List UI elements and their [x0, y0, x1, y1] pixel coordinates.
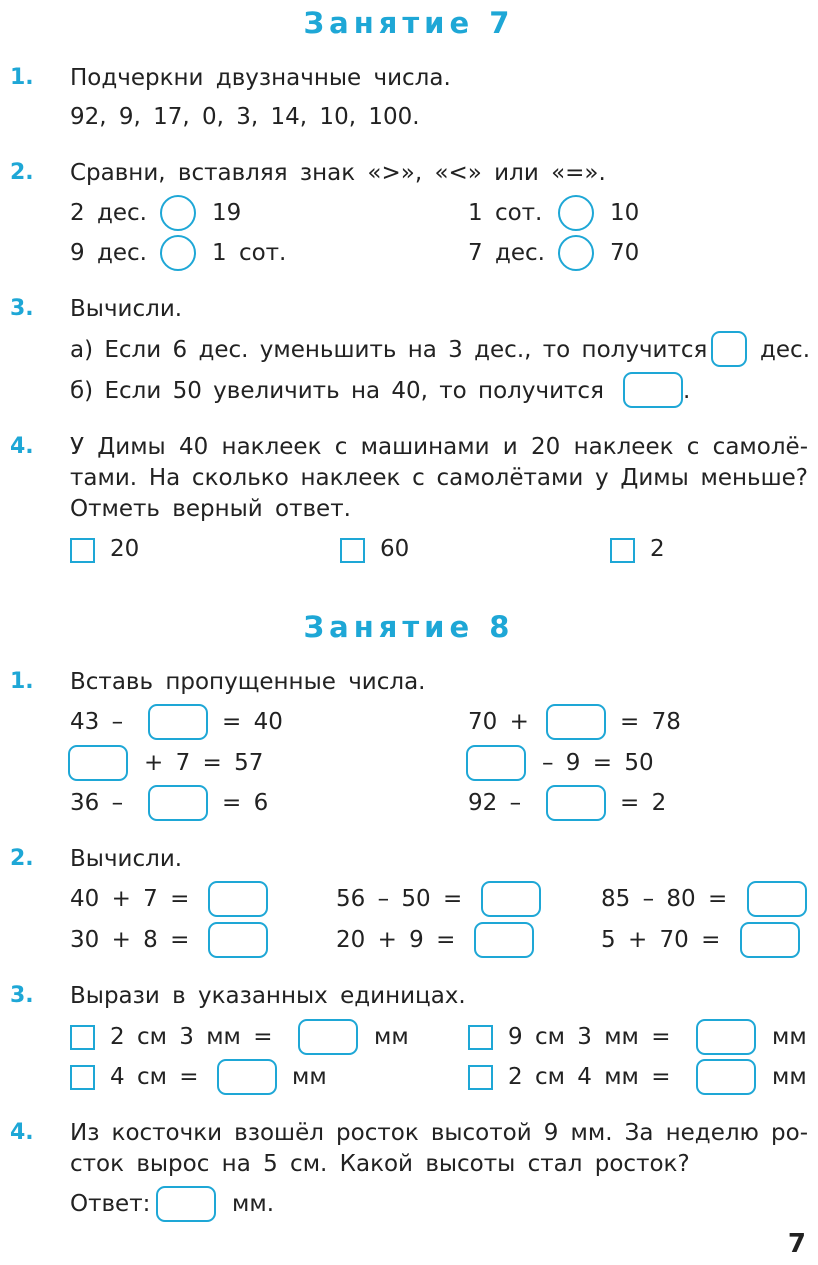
unit-label: дес. — [760, 337, 811, 363]
unit-expression: 4 см = — [110, 1064, 199, 1090]
answer-box[interactable] — [696, 1059, 756, 1095]
calc-expression: 20 + 9 = — [336, 927, 456, 953]
compare-circle[interactable] — [558, 235, 594, 271]
compare-left: 9 дес. — [70, 240, 147, 266]
calc-expression: 85 – 80 = — [601, 886, 728, 912]
answer-box[interactable] — [474, 922, 534, 958]
checkbox[interactable] — [70, 538, 95, 563]
equation-part: + 7 = 57 — [144, 750, 264, 776]
unit-label: мм. — [232, 1191, 275, 1217]
equation-part: 43 – — [70, 709, 124, 735]
period: . — [683, 378, 691, 404]
task-number: 3. — [10, 296, 34, 321]
equation-part: = 2 — [620, 790, 667, 816]
task-text: Вставь пропущенные числа. — [70, 669, 426, 695]
equation-part: 70 + — [468, 709, 529, 735]
task-text-line: У Димы 40 наклеек с машинами и 20 наклеек с самолё- — [70, 434, 808, 460]
answer-box[interactable] — [623, 372, 683, 408]
compare-left: 1 сот. — [468, 200, 543, 226]
task-text: Сравни, вставляя знак «>», «<» или «=». — [70, 160, 606, 186]
checkbox[interactable] — [468, 1065, 493, 1090]
answer-box[interactable] — [747, 881, 807, 917]
compare-circle[interactable] — [558, 195, 594, 231]
unit-expression: 9 см 3 мм = — [508, 1024, 671, 1050]
unit-label: мм — [292, 1064, 327, 1090]
answer-box[interactable] — [466, 745, 526, 781]
compare-left: 7 дес. — [468, 240, 545, 266]
equation-part: – 9 = 50 — [542, 750, 654, 776]
compare-right: 70 — [610, 240, 640, 266]
checkbox[interactable] — [70, 1025, 95, 1050]
equation-part: = 78 — [620, 709, 681, 735]
option-label: 60 — [380, 536, 410, 562]
answer-box[interactable] — [217, 1059, 277, 1095]
task-number: 1. — [10, 65, 34, 90]
calc-expression: 5 + 70 = — [601, 927, 721, 953]
answer-box[interactable] — [148, 704, 208, 740]
task-number: 1. — [10, 669, 34, 694]
lesson-8-title: Занятие 8 — [303, 610, 515, 644]
calc-expression: 56 – 50 = — [336, 886, 463, 912]
number-list: 92, 9, 17, 0, 3, 14, 10, 100. — [70, 104, 420, 130]
answer-label: Ответ: — [70, 1191, 151, 1217]
answer-box[interactable] — [481, 881, 541, 917]
task-text-line: Из косточки взошёл росток высотой 9 мм. За неделю ро- — [70, 1120, 808, 1146]
compare-right: 19 — [212, 200, 242, 226]
compare-right: 1 сот. — [212, 240, 287, 266]
task-text: Подчеркни двузначные числа. — [70, 65, 451, 91]
answer-box[interactable] — [208, 881, 268, 917]
answer-box[interactable] — [696, 1019, 756, 1055]
equation-part: = 6 — [222, 790, 269, 816]
checkbox[interactable] — [610, 538, 635, 563]
equation-part: 36 – — [70, 790, 124, 816]
answer-box[interactable] — [740, 922, 800, 958]
task-text: Вычисли. — [70, 846, 183, 872]
option-label: 2 — [650, 536, 665, 562]
unit-label: мм — [772, 1024, 807, 1050]
sub-task-a: а) Если 6 дес. уменьшить на 3 дес., то получится — [70, 337, 708, 363]
answer-box[interactable] — [546, 785, 606, 821]
checkbox[interactable] — [340, 538, 365, 563]
calc-expression: 40 + 7 = — [70, 886, 190, 912]
unit-expression: 2 см 3 мм = — [110, 1024, 273, 1050]
sub-task-b: б) Если 50 увеличить на 40, то получится — [70, 378, 604, 404]
answer-box[interactable] — [298, 1019, 358, 1055]
task-number: 3. — [10, 983, 34, 1008]
lesson-7-title: Занятие 7 — [303, 6, 515, 40]
compare-left: 2 дес. — [70, 200, 147, 226]
task-text: Вычисли. — [70, 296, 183, 322]
checkbox[interactable] — [468, 1025, 493, 1050]
unit-expression: 2 см 4 мм = — [508, 1064, 671, 1090]
unit-label: мм — [772, 1064, 807, 1090]
equation-part: 92 – — [468, 790, 522, 816]
task-text-line: тами. На сколько наклеек с самолётами у Димы меньше? — [70, 465, 808, 491]
answer-box[interactable] — [711, 331, 747, 367]
answer-box[interactable] — [68, 745, 128, 781]
equation-part: = 40 — [222, 709, 283, 735]
compare-circle[interactable] — [160, 195, 196, 231]
compare-right: 10 — [610, 200, 640, 226]
task-number: 2. — [10, 160, 34, 185]
page-number: 7 — [787, 1229, 806, 1259]
task-number: 4. — [10, 1120, 34, 1145]
task-text-line: сток вырос на 5 см. Какой высоты стал росток? — [70, 1151, 690, 1177]
task-text: Вырази в указанных единицах. — [70, 983, 466, 1009]
answer-box[interactable] — [156, 1186, 216, 1222]
task-text-line: Отметь верный ответ. — [70, 496, 351, 522]
unit-label: мм — [374, 1024, 409, 1050]
answer-box[interactable] — [208, 922, 268, 958]
option-label: 20 — [110, 536, 140, 562]
compare-circle[interactable] — [160, 235, 196, 271]
calc-expression: 30 + 8 = — [70, 927, 190, 953]
answer-box[interactable] — [546, 704, 606, 740]
checkbox[interactable] — [70, 1065, 95, 1090]
task-number: 4. — [10, 434, 34, 459]
answer-box[interactable] — [148, 785, 208, 821]
task-number: 2. — [10, 846, 34, 871]
